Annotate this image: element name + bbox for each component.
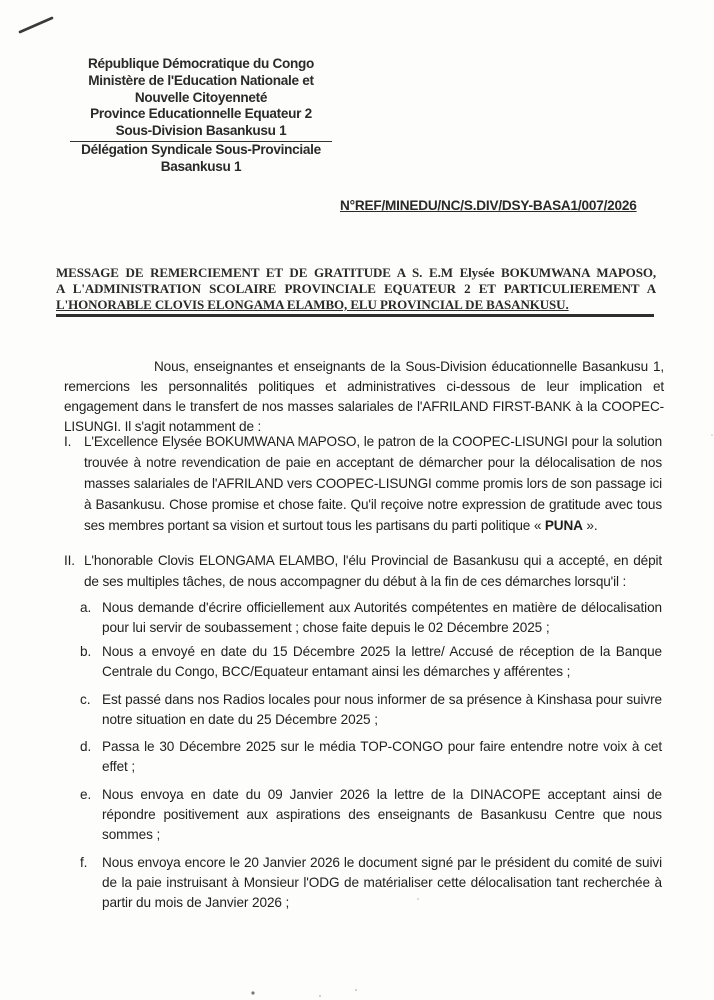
letterhead-subdivision: Sous-Division Basankusu 1 <box>115 123 287 139</box>
letterhead-country: République Démocratique du Congo <box>87 56 315 71</box>
sub-item-f <box>80 853 662 913</box>
sub-item-b <box>80 642 662 682</box>
sub-item-text: Passa le 30 Décembre 2025 sur le média TOP-CONGO pour faire entendre notre voix à cet effet ; <box>102 739 662 774</box>
title-line-1: MESSAGE DE REMERCIEMENT ET DE GRATITUDE A S. E.M Elysée BOKUMWANA MAPOSO, <box>56 265 656 280</box>
sub-marker: a. <box>80 600 92 615</box>
sub-marker: f. <box>80 855 88 870</box>
intro-paragraph: Nous, enseignantes et enseignants de la Sous-Division éducationnelle Basankusu 1, remercions les personnalités politiques et administratives ci-dessous de leur implication et engagement dans le transfert de nos masses salariales de l'AFRILAND FIRST-BANK à la COOPEC-LISUNGI. Il s'agit notamment de : <box>64 359 664 434</box>
sub-marker: b. <box>80 644 92 659</box>
pen-stroke-mark <box>16 12 56 36</box>
list-marker: I. <box>64 434 72 449</box>
list-item-I <box>64 431 662 536</box>
list-marker: II. <box>64 553 75 568</box>
letterhead-ministry-cont: Nouvelle Citoyenneté <box>134 89 268 105</box>
sub-marker: e. <box>80 787 92 802</box>
sub-item-d <box>80 737 662 777</box>
sub-item-text: Nous a envoyé en date du 15 Décembre 2025 la lettre/ Accusé de réception de la Banque Centrale du Congo, BCC/Equateur entamant ainsi les démarches y afférentes ; <box>102 644 662 679</box>
letterhead-province: Province Educationnelle Equateur 2 <box>90 106 312 122</box>
list-item-text: L'honorable Clovis ELONGAMA ELAMBO, l'élu Provincial de Basankusu qui a accepté, en dépit de ses multiples tâches, de nous accompagner du début à la fin de ces démarches lorsqu'il : <box>84 553 662 589</box>
sub-item-e <box>80 785 662 845</box>
title-underline <box>56 314 654 317</box>
letterhead-ministry: Ministère de l'Education Nationale et <box>88 72 314 88</box>
title-line-2: A L'ADMINISTRATION SCOLAIRE PROVINCIALE EQUATEUR 2 ET PARTICULIEREMENT A <box>56 281 656 296</box>
letterhead <box>70 56 332 176</box>
reference-number: N°REF/MINEDU/NC/S.DIV/DSY-BASA1/007/2026 <box>340 198 637 213</box>
sub-item-text: Est passé dans nos Radios locales pour nous informer de sa présence à Kinshasa pour suivre notre situation en date du 25 Décembre 2025 ; <box>102 692 662 727</box>
party-name: PUNA <box>544 518 583 533</box>
title-line-3: L'HONORABLE CLOVIS ELONGAMA ELAMBO, ELU PROVINCIAL DE BASANKUSU. <box>56 297 569 312</box>
sub-item-text: Nous demande d'écrire officiellement aux Autorités compétentes en matière de délocalisation pour lui servir de soubassement ; chose faite depuis le 02 Décembre 2025 ; <box>102 600 662 635</box>
sub-marker: d. <box>80 739 92 754</box>
list-item-text <box>84 431 662 536</box>
item-text-start: L'Excellence Elysée BOKUMWANA MAPOSO, le patron de la COOPEC-LISUNGI pour la solution trouvée à notre revendication de paie en acceptant de démarcher pour la délocalisation de nos masses salariales de l'AFRILAND vers COOPEC-LISUNGI comme promis lors de son passage ici à Basankusu. Chose promise et chose faite. Qu'il reçoive notre expression de gratitude avec tous ses membres portant sa vision et surtout tous les partisans du parti politique « <box>84 434 662 533</box>
letterhead-delegation-place: Basankusu 1 <box>160 158 242 174</box>
letterhead-delegation: Délégation Syndicale Sous-Provinciale <box>81 141 321 157</box>
sub-marker: c. <box>80 692 91 707</box>
sub-item-text: Nous envoya en date du 09 Janvier 2026 la lettre de la DINACOPE acceptant ainsi de répondre positivement aux aspirations des enseignants de Basankusu Centre que nous sommes ; <box>102 787 662 842</box>
list-item-II <box>64 550 662 592</box>
item-text-end: ». <box>582 518 598 533</box>
sub-item-text: Nous envoya encore le 20 Janvier 2026 le document signé par le président du comité de suivi de la paie instruisant à Monsieur l'ODG de matérialiser cette délocalisation tant recherchée à partir du mois de Janvier 2026 ; <box>102 855 662 910</box>
sub-item-c <box>80 690 662 730</box>
sub-item-a <box>80 598 662 638</box>
document-title <box>56 265 656 313</box>
